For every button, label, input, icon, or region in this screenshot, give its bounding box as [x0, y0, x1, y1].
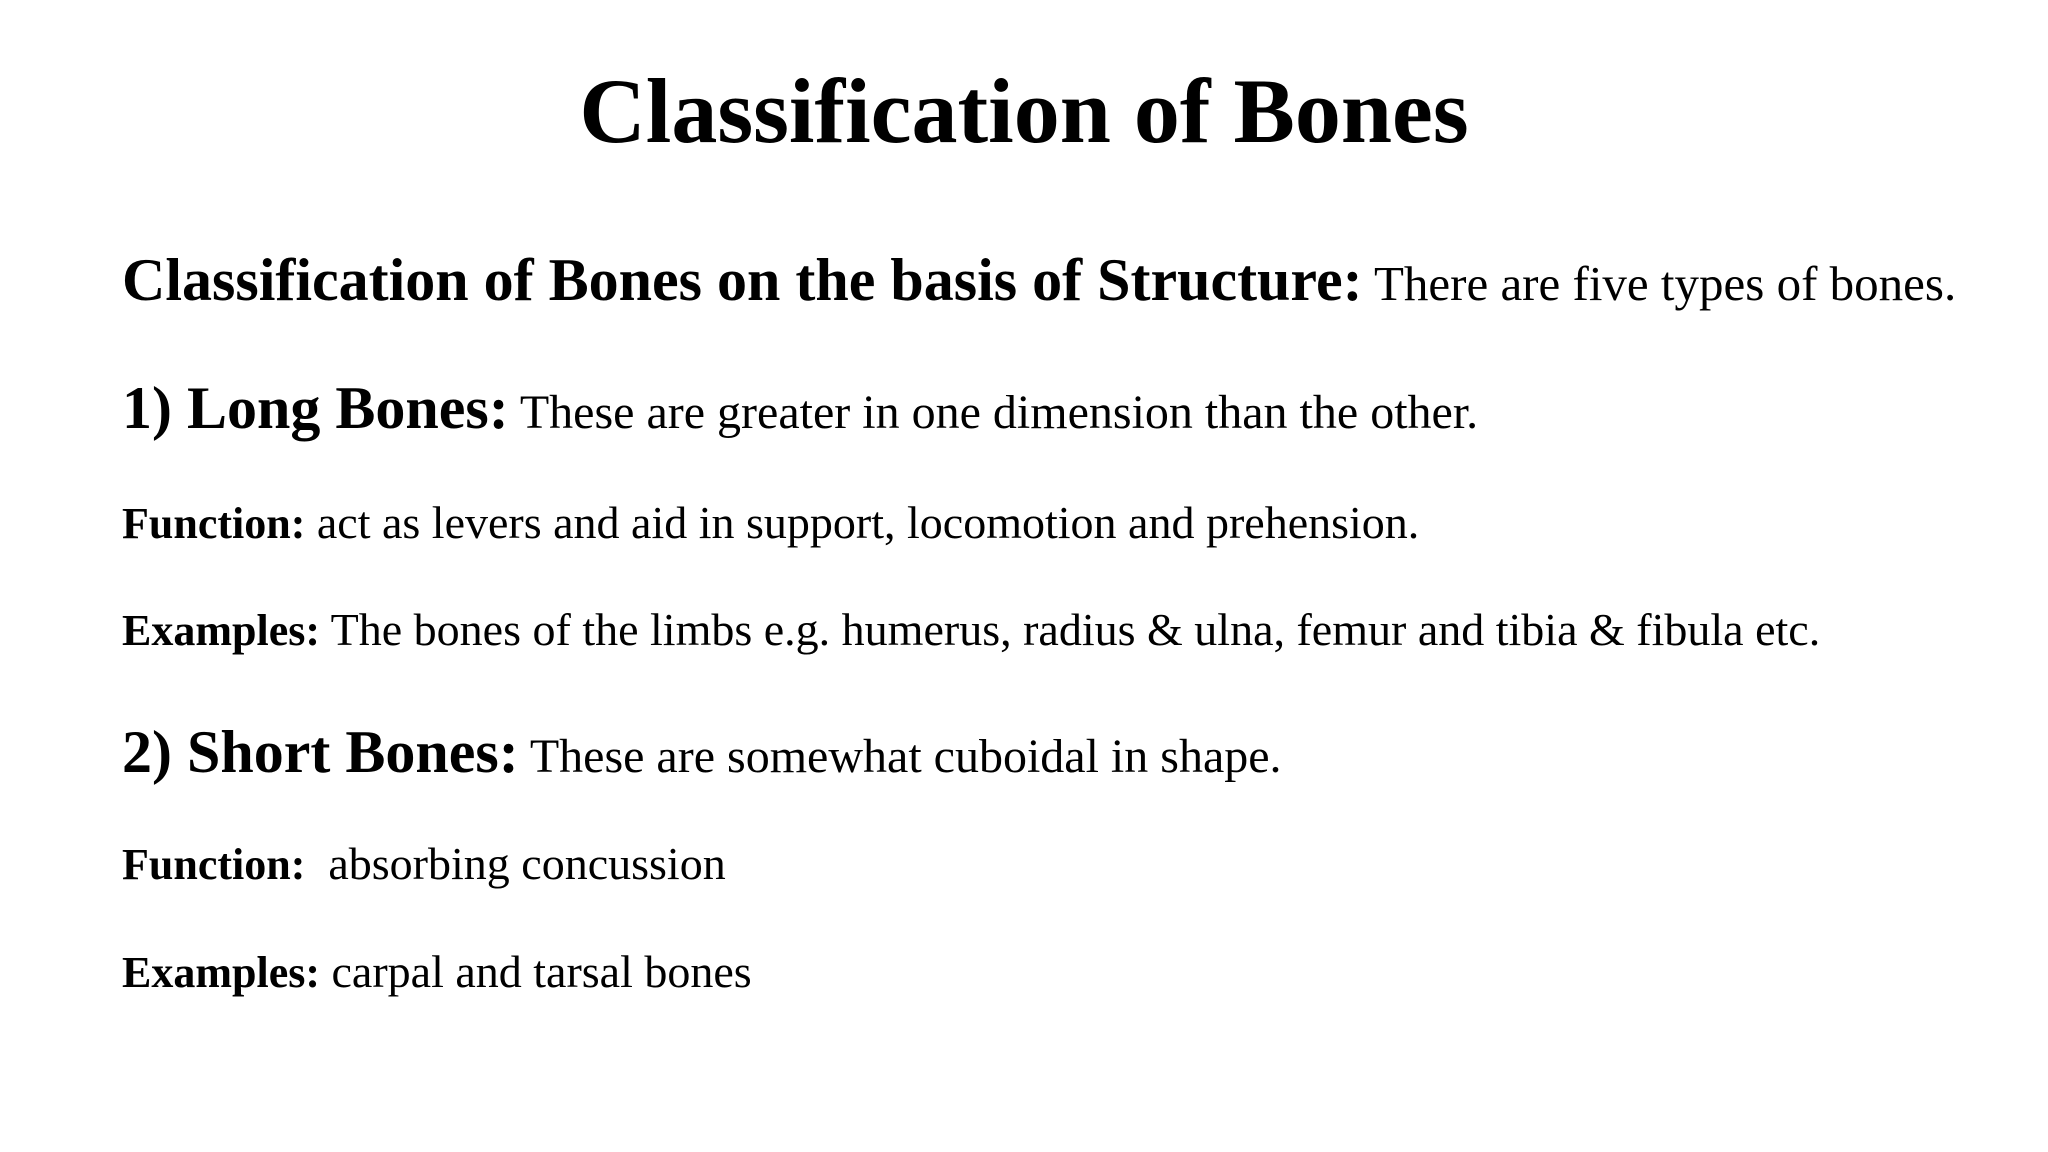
short-bones-heading — [122, 718, 2008, 787]
short-bones-examples — [122, 945, 2008, 998]
short-bones-function — [122, 837, 2008, 890]
long-bones-heading — [122, 374, 2008, 443]
short-bones-heading-text: These are somewhat cuboidal in shape. — [518, 730, 1282, 783]
long-bones-heading-text: These are greater in one dimension than the other. — [508, 386, 1479, 439]
short-bones-function-label: Function: — [122, 840, 306, 889]
short-bones-heading-label: 2) Short Bones: — [122, 719, 519, 785]
long-bones-function-text: act as levers and aid in support, locomotion and prehension. — [305, 497, 1420, 548]
long-bones-heading-label: 1) Long Bones: — [122, 375, 509, 441]
long-bones-function — [122, 496, 2008, 549]
long-bones-examples — [122, 603, 2008, 656]
intro-label: Classification of Bones on the basis of Structure: — [122, 247, 1363, 313]
short-bones-function-text: absorbing concussion — [305, 838, 726, 889]
short-bones-examples-text: carpal and tarsal bones — [320, 946, 752, 997]
short-bones-examples-label: Examples: — [122, 948, 320, 997]
intro-line — [122, 246, 2008, 315]
long-bones-examples-label: Examples: — [122, 606, 320, 655]
long-bones-examples-text: The bones of the limbs e.g. humerus, radius & ulna, femur and tibia & fibula etc. — [320, 604, 1821, 655]
intro-text: There are five types of bones. — [1362, 256, 1957, 311]
long-bones-function-label: Function: — [122, 499, 306, 548]
page-title: Classification of Bones — [579, 60, 1469, 162]
